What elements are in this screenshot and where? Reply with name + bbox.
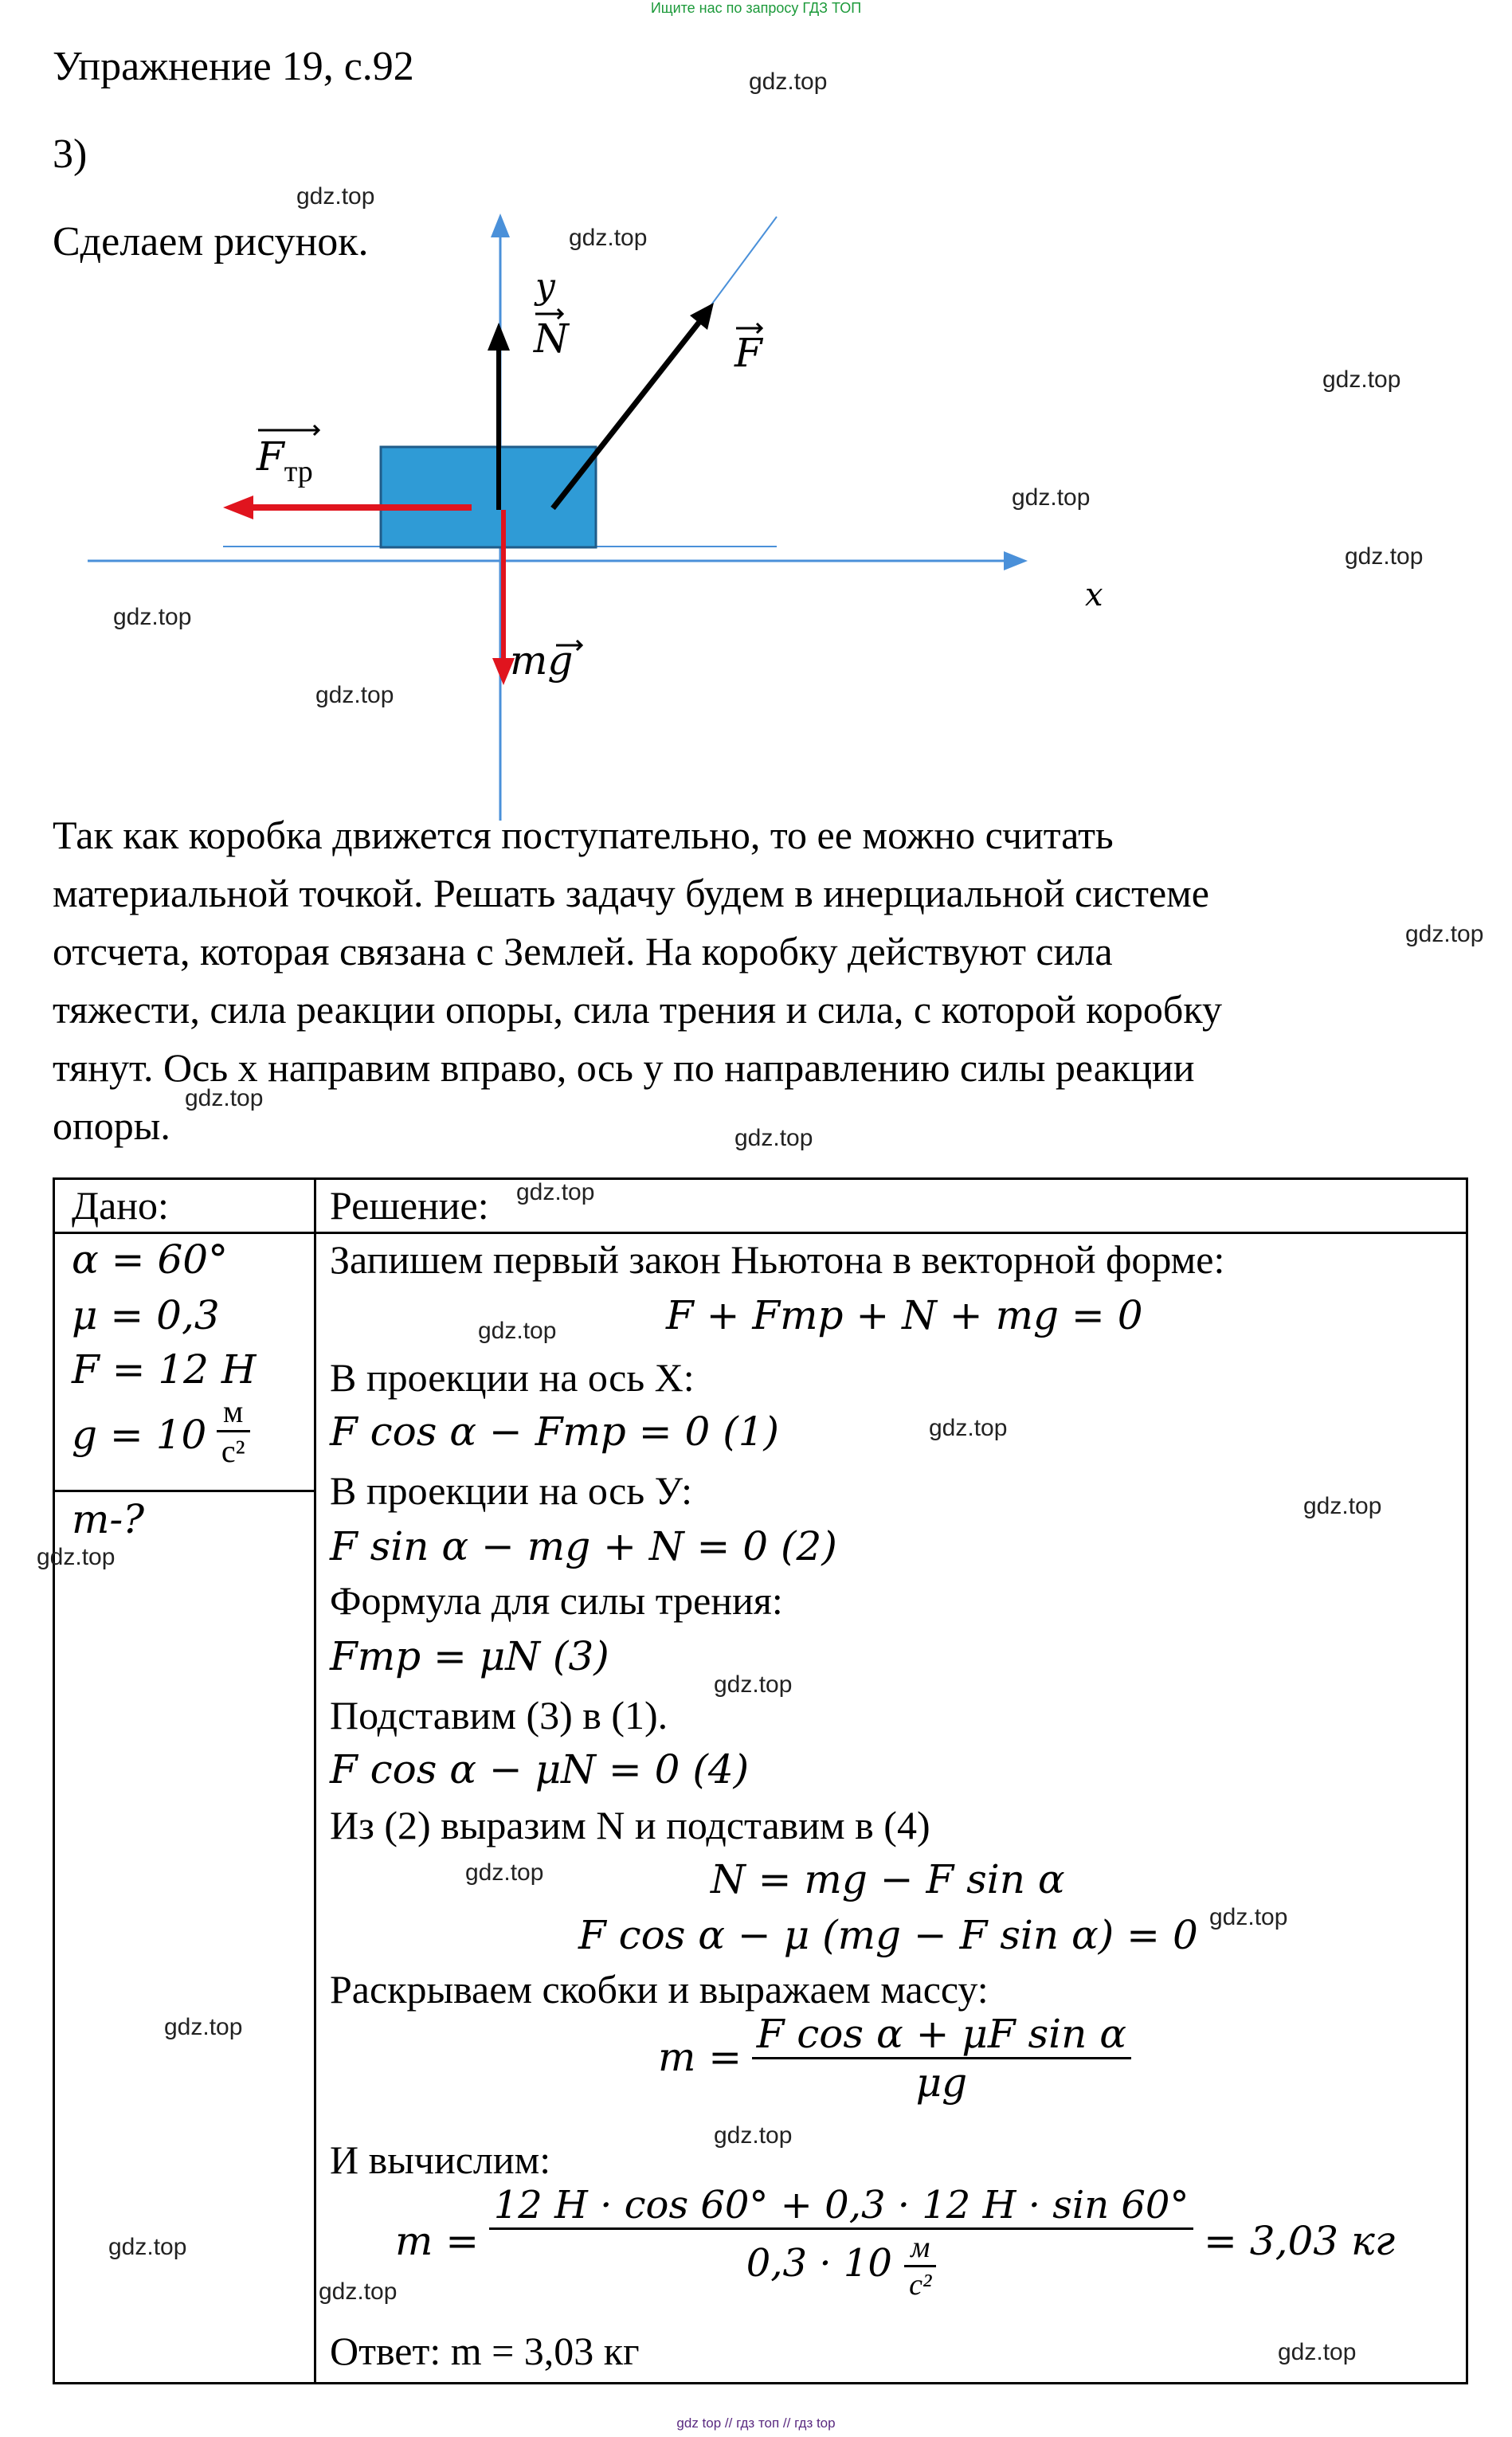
watermark: gdz.top xyxy=(37,1544,116,1570)
solution-line-15: И вычислим: xyxy=(330,2137,551,2182)
watermark: gdz.top xyxy=(164,2014,243,2040)
watermark: gdz.top xyxy=(319,2278,398,2305)
watermark: gdz.top xyxy=(1322,366,1401,393)
label-F: F xyxy=(734,330,762,376)
header-note: Ищите нас по запросу ГДЗ ТОП xyxy=(650,0,862,16)
watermark: gdz.top xyxy=(315,682,394,708)
label-Ftr: $F_{тр}$ xyxy=(257,433,313,488)
label-y: y xyxy=(535,266,555,307)
solution-header: Решение: xyxy=(330,1183,489,1228)
paragraph-line: отсчета, которая связана с Землей. На коробку действуют сила xyxy=(53,929,1113,974)
solution-line-11: Из (2) выразим N и подставим в (4) xyxy=(330,1803,930,1847)
table-border-right xyxy=(1466,1177,1468,2384)
answer: Ответ: m = 3,03 кг xyxy=(330,2329,640,2373)
watermark: gdz.top xyxy=(714,1671,793,1698)
watermark: gdz.top xyxy=(569,225,648,251)
table-border-header xyxy=(53,1232,1467,1234)
watermark: gdz.top xyxy=(296,183,375,210)
paragraph-line: Так как коробка движется поступательно, то ее можно считать xyxy=(53,813,1114,857)
watermark: gdz.top xyxy=(714,2122,793,2149)
table-border-bottom xyxy=(53,2382,1467,2384)
solution-line-14: Раскрываем скобки и выражаем массу: xyxy=(330,1967,989,2012)
solution-vector-equation: F + Fтр + N + mg = 0 xyxy=(666,1292,1143,1338)
equation-substituted: F cos α − μ (mg − F sin α) = 0 xyxy=(578,1912,1198,1958)
equation-4: F cos α − μN = 0 (4) xyxy=(330,1746,750,1792)
label-x: x xyxy=(1085,577,1103,613)
table-border-middle xyxy=(314,1177,316,2384)
given-header: Дано: xyxy=(72,1183,169,1228)
watermark: gdz.top xyxy=(1012,484,1091,511)
given-find: m-? xyxy=(72,1496,145,1542)
watermark: gdz.top xyxy=(1278,2339,1357,2365)
given-mu: μ = 0,3 xyxy=(72,1292,220,1338)
equation-2: F sin α − mg + N = 0 (2) xyxy=(330,1523,837,1569)
given-g: g = 10 $\frac{м}{\text{с²}}$ xyxy=(72,1393,250,1470)
watermark: gdz.top xyxy=(1405,921,1484,947)
watermark: gdz.top xyxy=(734,1125,813,1151)
solution-line-1: Запишем первый закон Ньютона в векторной форме: xyxy=(330,1237,1225,1282)
solution-line-7: Формула для силы трения: xyxy=(330,1578,783,1623)
equation-3: Fтр = μN (3) xyxy=(330,1633,609,1679)
table-border-left xyxy=(53,1177,55,2384)
pull-force-arrow xyxy=(553,322,699,508)
watermark: gdz.top xyxy=(465,1859,544,1886)
watermark: gdz.top xyxy=(185,1085,264,1111)
x-axis-arrowhead xyxy=(1004,551,1028,570)
g-unit-fraction: $\frac{м}{\text{с²}}$ xyxy=(217,1393,250,1470)
page-title: Упражнение 19, с.92 xyxy=(53,44,414,89)
equation-N: N = mg − F sin α xyxy=(711,1856,1065,1902)
watermark: gdz.top xyxy=(1303,1493,1382,1519)
watermark: gdz.top xyxy=(108,2234,187,2260)
watermark: gdz.top xyxy=(478,1318,557,1344)
intro-text: Сделаем рисунок. xyxy=(53,219,369,264)
watermark: gdz.top xyxy=(929,1415,1008,1441)
paragraph-line: тяжести, сила реакции опоры, сила трения и сила, с которой коробку xyxy=(53,987,1222,1032)
watermark: gdz.top xyxy=(516,1179,595,1205)
paragraph-line: материальной точкой. Решать задачу будем в инерциальной системе xyxy=(53,871,1209,915)
given-force: F = 12 Н xyxy=(72,1346,257,1393)
solution-line-3: В проекции на ось Х: xyxy=(330,1355,695,1400)
table-border-top xyxy=(53,1177,1467,1180)
watermark: gdz.top xyxy=(1209,1904,1288,1930)
footer-note: gdz top // гдз топ // гдз top xyxy=(676,2415,836,2431)
solution-line-5: В проекции на ось У: xyxy=(330,1468,693,1513)
mass-calculation: m = 12 Н · cos 60° + 0,3 · 12 Н · sin 60° 0,3 · 10 $\frac{м}{\text{с²}}$ = 3,03 кг xyxy=(395,2183,1396,2302)
label-N: N xyxy=(534,315,569,362)
paragraph-line: опоры. xyxy=(53,1103,170,1148)
equation-1: F cos α − Fтр = 0 (1) xyxy=(330,1409,780,1455)
angle-line xyxy=(701,217,777,319)
given-divider xyxy=(53,1490,315,1492)
paragraph-line: тянут. Ось х направим вправо, ось у по направлению силы реакции xyxy=(53,1045,1195,1090)
label-mg: mg xyxy=(510,637,574,684)
watermark: gdz.top xyxy=(113,604,192,630)
watermark: gdz.top xyxy=(749,69,828,95)
watermark: gdz.top xyxy=(1345,543,1424,570)
solution-line-9: Подставим (3) в (1). xyxy=(330,1693,668,1738)
friction-force-arrowhead xyxy=(223,496,253,519)
mass-formula: m = $\frac{\text{F cos α + μF sin α}}{\mu g}$ xyxy=(658,2011,1131,2106)
given-alpha: α = 60° xyxy=(72,1236,229,1283)
part-number: 3) xyxy=(53,131,88,177)
force-diagram xyxy=(0,0,1512,821)
y-axis-arrowhead xyxy=(491,214,510,237)
normal-force-arrowhead xyxy=(488,323,510,351)
